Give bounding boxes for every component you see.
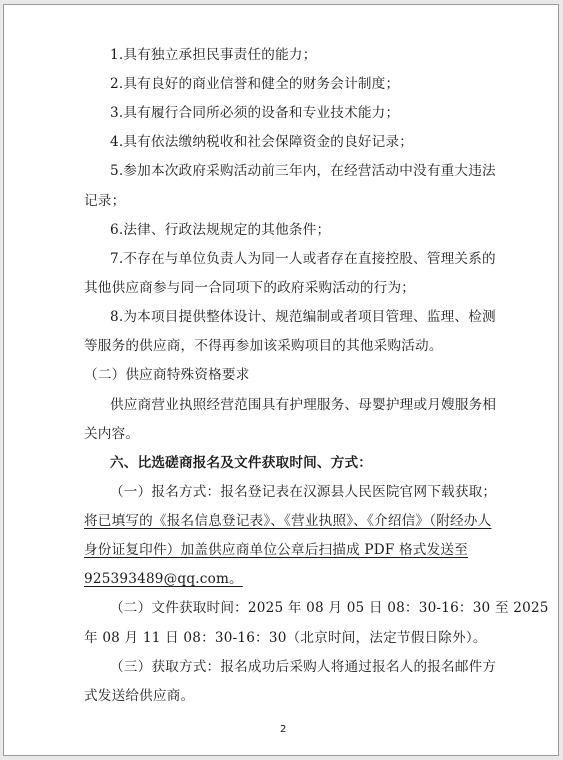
qualification-item-1: 1.具有独立承担民事责任的能力； [110,47,317,63]
document-acquisition-time-cont: 年 08 月 11 日 08：30-16：30（北京时间，法定节假日除外）。 [84,630,487,646]
acquisition-method-cont: 式发送给供应商。 [84,688,195,704]
qualification-item-5-cont: 记录； [84,193,126,209]
acquisition-method: （三）获取方式：报名成功后采购人将通过报名人的报名邮件方 [110,659,497,675]
registration-method: （一）报名方式：报名登记表在汉源县人民医院官网下载获取； [110,484,497,500]
qualification-item-6: 6.法律、行政法规规定的其他条件； [110,222,331,238]
page-number: 2 [280,724,287,735]
qualification-item-3: 3.具有履行合同所必须的设备和专业技术能力； [110,105,400,121]
section-six-heading: 六、比选磋商报名及文件获取时间、方式： [110,455,373,471]
registration-email: 925393489@qq.com。 [84,571,243,587]
registration-method-cont-1: 将已填写的《报名信息登记表》、《营业执照》、《介绍信》（附经办人 [84,513,492,529]
special-requirements-text-cont: 关内容。 [84,426,140,442]
qualification-item-4: 4.具有依法缴纳税收和社会保障资金的良好记录； [110,134,414,150]
document-page [3,4,559,756]
qualification-item-7: 7.不存在与单位负责人为同一人或者存在直接控股、管理关系的 [110,251,496,267]
qualification-item-7-cont: 其他供应商参与同一合同项下的政府采购活动的行为； [84,280,416,296]
qualification-item-8-cont: 等服务的供应商，不得再参加该采购项目的其他采购活动。 [84,338,443,354]
registration-method-cont-2: 身份证复印件）加盖供应商单位公章后扫描成 PDF 格式发送至 [84,542,468,558]
special-requirements-text: 供应商营业执照经营范围具有护理服务、母婴护理或月嫂服务相 [110,397,497,413]
qualification-item-2: 2.具有良好的商业信誉和健全的财务会计制度； [110,76,400,92]
qualification-item-8: 8.为本项目提供整体设计、规范编制或者项目管理、监理、检测 [110,309,496,325]
qualification-item-5: 5.参加本次政府采购活动前三年内，在经营活动中没有重大违法 [110,163,496,179]
document-acquisition-time: （二）文件获取时间：2025 年 08 月 05 日 08：30-16：30 至 2025 [110,600,549,616]
special-requirements-heading: （二）供应商特殊资格要求 [84,367,250,383]
